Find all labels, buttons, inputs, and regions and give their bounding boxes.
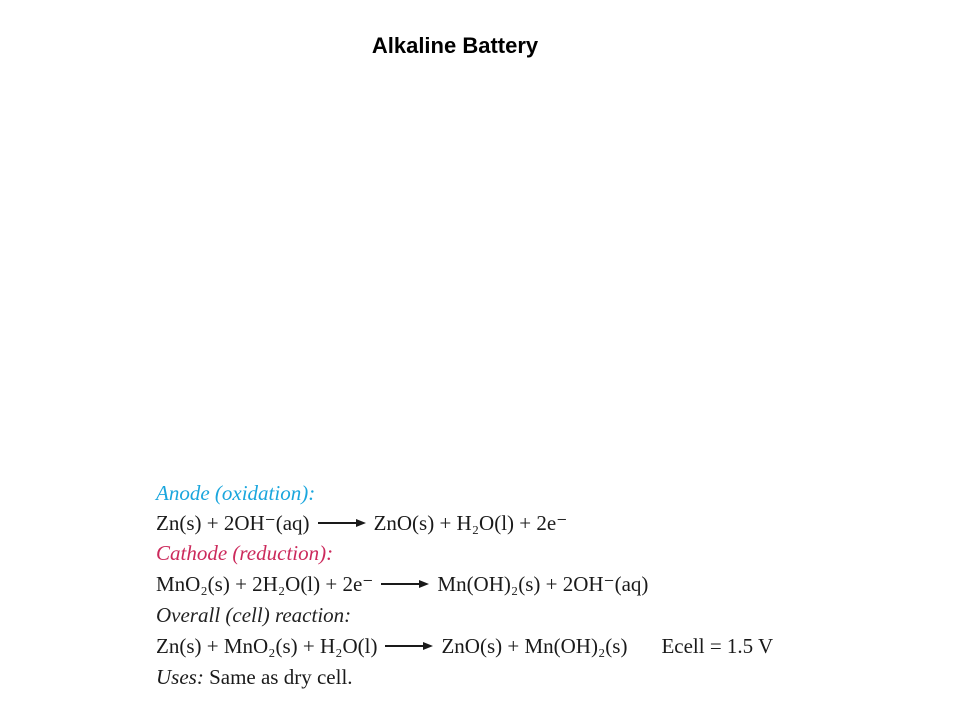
reaction-arrow-icon — [385, 641, 433, 651]
uses-label: Uses: — [156, 665, 204, 689]
uses-line — [156, 664, 353, 690]
uses-text: Same as dry cell. — [209, 665, 353, 689]
overall-equation — [156, 633, 773, 659]
overall-products: ZnO(s) + Mn(OH)₂(s) — [441, 634, 628, 658]
reaction-panel — [146, 470, 872, 700]
reaction-arrow-icon — [381, 579, 429, 589]
anode-reactants: Zn(s) + 2OH⁻(aq) — [156, 511, 310, 535]
reaction-arrow-icon — [318, 518, 366, 528]
anode-products: ZnO(s) + H₂O(l) + 2e⁻ — [373, 511, 568, 535]
overall-header: Overall (cell) reaction: — [156, 603, 352, 627]
cathode-header: Cathode (reduction): — [156, 541, 334, 565]
anode-equation — [156, 510, 567, 536]
cathode-equation — [156, 571, 648, 597]
slide-title: Alkaline Battery — [371, 33, 539, 58]
cathode-products: Mn(OH)₂(s) + 2OH⁻(aq) — [437, 572, 649, 596]
cathode-reactants: MnO₂(s) + 2H₂O(l) + 2e⁻ — [156, 572, 374, 596]
overall-reactants: Zn(s) + MnO₂(s) + H₂O(l) — [156, 634, 378, 658]
cell-potential: Ecell = 1.5 V — [661, 634, 774, 658]
anode-header: Anode (oxidation): — [156, 481, 316, 505]
